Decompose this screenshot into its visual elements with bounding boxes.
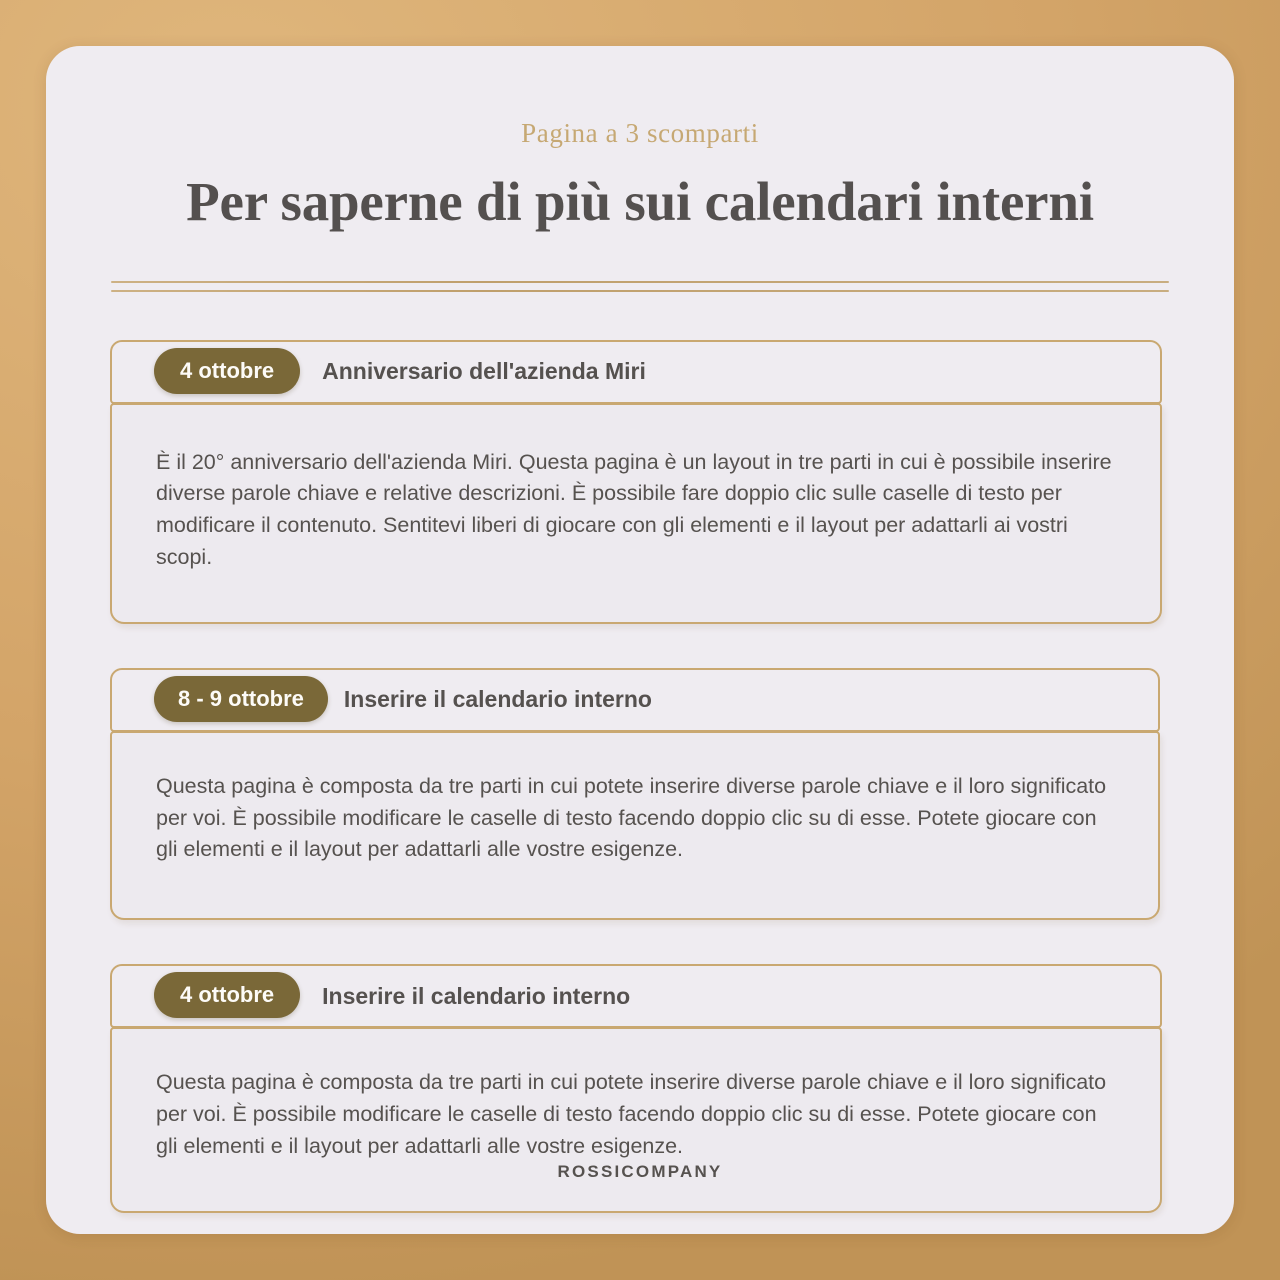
- event-card: [110, 340, 1170, 624]
- event-title: Inserire il calendario interno: [322, 982, 631, 1009]
- event-card-body: [110, 1027, 1162, 1212]
- date-badge[interactable]: 4 ottobre: [154, 348, 300, 394]
- footer-brand: ROSSICOMPANY: [557, 1162, 723, 1181]
- divider-line-bottom: [111, 290, 1169, 292]
- event-title: Anniversario dell'azienda Miri: [322, 358, 646, 385]
- event-card-list: [110, 340, 1170, 1213]
- event-description[interactable]: Questa pagina è composta da tre parti in cui potete inserire diverse parole chiave e il loro significato per voi. È possibile modificare le caselle di testo facendo doppio clic su di esse. Potete giocare con gli elementi e il layout per adattarli alle vostre esigenze.: [156, 773, 1107, 862]
- date-badge[interactable]: 8 - 9 ottobre: [154, 676, 328, 722]
- divider-rules: [110, 281, 1170, 292]
- event-card-body: [110, 403, 1162, 624]
- event-description[interactable]: È il 20° anniversario dell'azienda Miri. Questa pagina è un layout in tre parti in cui è possibile inserire diverse parole chiave e relative descrizioni. È possibile fare doppio clic sulle caselle di testo per modificare il contenuto. Sentitevi liberi di giocare con gli elementi e il layout per adattarli ai vostri scopi.: [156, 449, 1112, 570]
- divider-line-top: [111, 281, 1169, 283]
- sheet-content: [46, 46, 1234, 1213]
- event-title: Inserire il calendario interno: [343, 686, 652, 713]
- date-badge[interactable]: 4 ottobre: [154, 972, 300, 1018]
- event-card-body: [110, 731, 1160, 920]
- page-sheet: [46, 46, 1234, 1234]
- event-card-header: [110, 340, 1162, 404]
- event-card-header: [110, 964, 1162, 1028]
- event-card: [110, 668, 1170, 920]
- page-eyebrow: Pagina a 3 scomparti: [521, 118, 759, 148]
- event-card-header: [110, 668, 1160, 732]
- page-title: Per saperne di più sui calendari interni: [186, 171, 1094, 232]
- event-description[interactable]: Questa pagina è composta da tre parti in cui potete inserire diverse parole chiave e il loro significato per voi. È possibile modificare le caselle di testo facendo doppio clic su di esse. Potete giocare con gli elementi e il layout per adattarli alle vostre esigenze.: [156, 1070, 1107, 1158]
